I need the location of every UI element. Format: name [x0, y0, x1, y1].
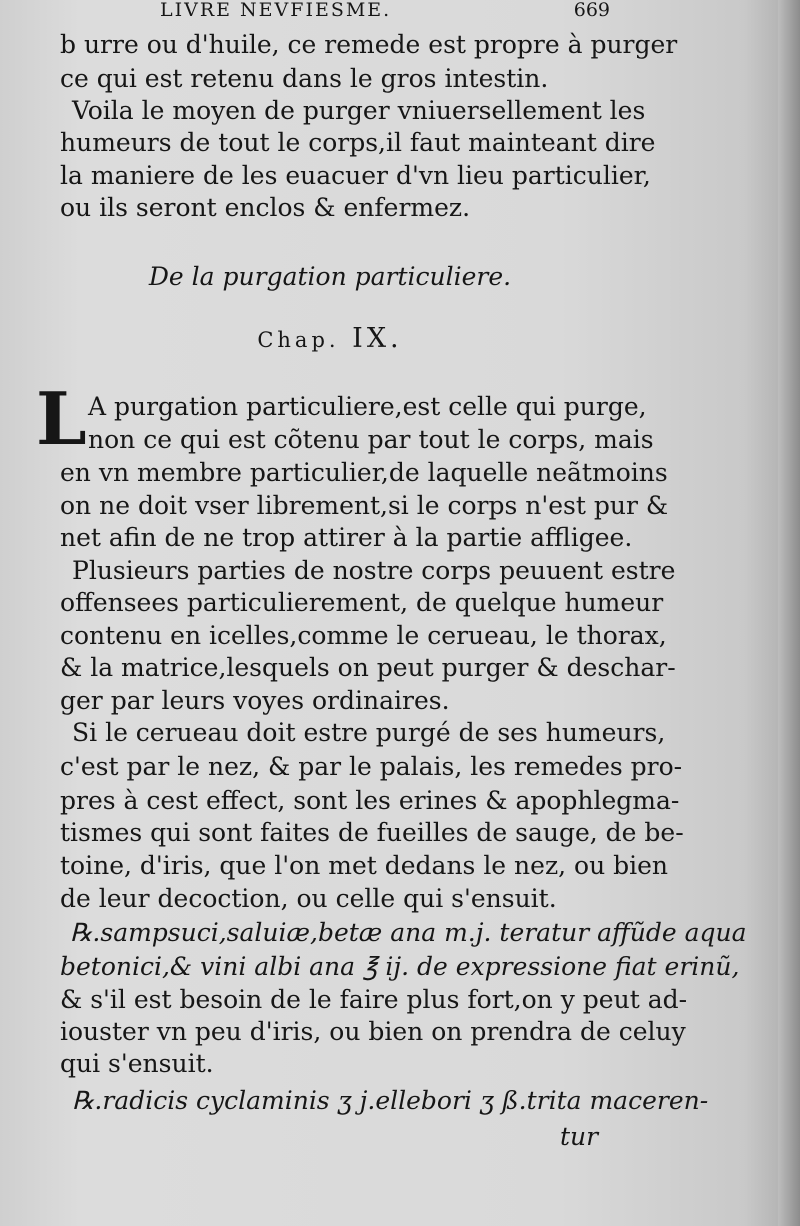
text-line: en vn membre particulier,de laquelle neãtmoins — [60, 458, 668, 487]
recipe-line: ℞.sampsuci,saluiæ,betæ ana m.j. teratur affũde aqua — [70, 918, 747, 947]
text-line: b urre ou d'huile, ce remede est propre à purger — [60, 30, 678, 59]
text-line: net afin de ne trop attirer à la partie affligee. — [60, 523, 633, 552]
text-line: ce qui est retenu dans le gros intestin. — [60, 64, 549, 93]
text-line: Voila le moyen de purger vniuersellement les — [72, 96, 646, 125]
text-line: & la matrice,lesquels on peut purger & deschar- — [60, 653, 676, 682]
running-title: LIVRE NEVFIESME. — [160, 0, 392, 21]
chapter-heading — [0, 323, 660, 356]
text-line: ger par leurs voyes ordinaires. — [60, 686, 450, 715]
text-line: iouster vn peu d'iris, ou bien on prendra de celuy — [60, 1017, 686, 1046]
catchword: tur — [560, 1122, 599, 1151]
text-line: Si le cerueau doit estre purgé de ses humeurs, — [72, 718, 666, 747]
page-gutter-shadow — [778, 0, 800, 1226]
text-line: la maniere de les euacuer d'vn lieu particulier, — [60, 161, 651, 190]
text-line: ou ils seront enclos & enfermez. — [60, 193, 471, 222]
chapter-number: IX. — [352, 323, 403, 354]
chapter-label: Chap. — [257, 328, 340, 352]
text-line: de leur decoction, ou celle qui s'ensuit. — [60, 884, 557, 913]
text-line: offensees particulierement, de quelque humeur — [60, 588, 664, 617]
text-line: non ce qui est cõtenu par tout le corps, mais — [88, 425, 654, 454]
section-heading: De la purgation particuliere. — [148, 262, 512, 291]
text-line: humeurs de tout le corps,il faut mainteant dire — [60, 128, 656, 157]
drop-cap-initial: L — [36, 376, 87, 461]
page-number: 669 — [573, 0, 610, 21]
text-line: toine, d'iris, que l'on met dedans le nez, ou bien — [60, 851, 669, 880]
running-header — [160, 0, 610, 24]
text-line: on ne doit vser librement,si le corps n'est pur & — [60, 491, 669, 520]
text-line: pres à cest effect, sont les erines & apophlegma- — [60, 786, 680, 815]
text-line: A purgation particuliere,est celle qui purge, — [88, 392, 647, 421]
recipe-line: betonici,& vini albi ana ℥ ij. de expressione fiat erinũ, — [60, 952, 740, 981]
text-line: tismes qui sont faites de fueilles de sauge, de be- — [60, 818, 684, 847]
text-line: c'est par le nez, & par le palais, les remedes pro- — [60, 752, 683, 781]
text-line: qui s'ensuit. — [60, 1049, 214, 1078]
recipe-line: ℞.radicis cyclaminis ʒ j.ellebori ʒ ß.trita maceren- — [72, 1086, 709, 1115]
text-line: & s'il est besoin de le faire plus fort,on y peut ad- — [60, 985, 688, 1014]
text-line: contenu en icelles,comme le cerueau, le thorax, — [60, 621, 667, 650]
text-line: Plusieurs parties de nostre corps peuuent estre — [72, 556, 676, 585]
